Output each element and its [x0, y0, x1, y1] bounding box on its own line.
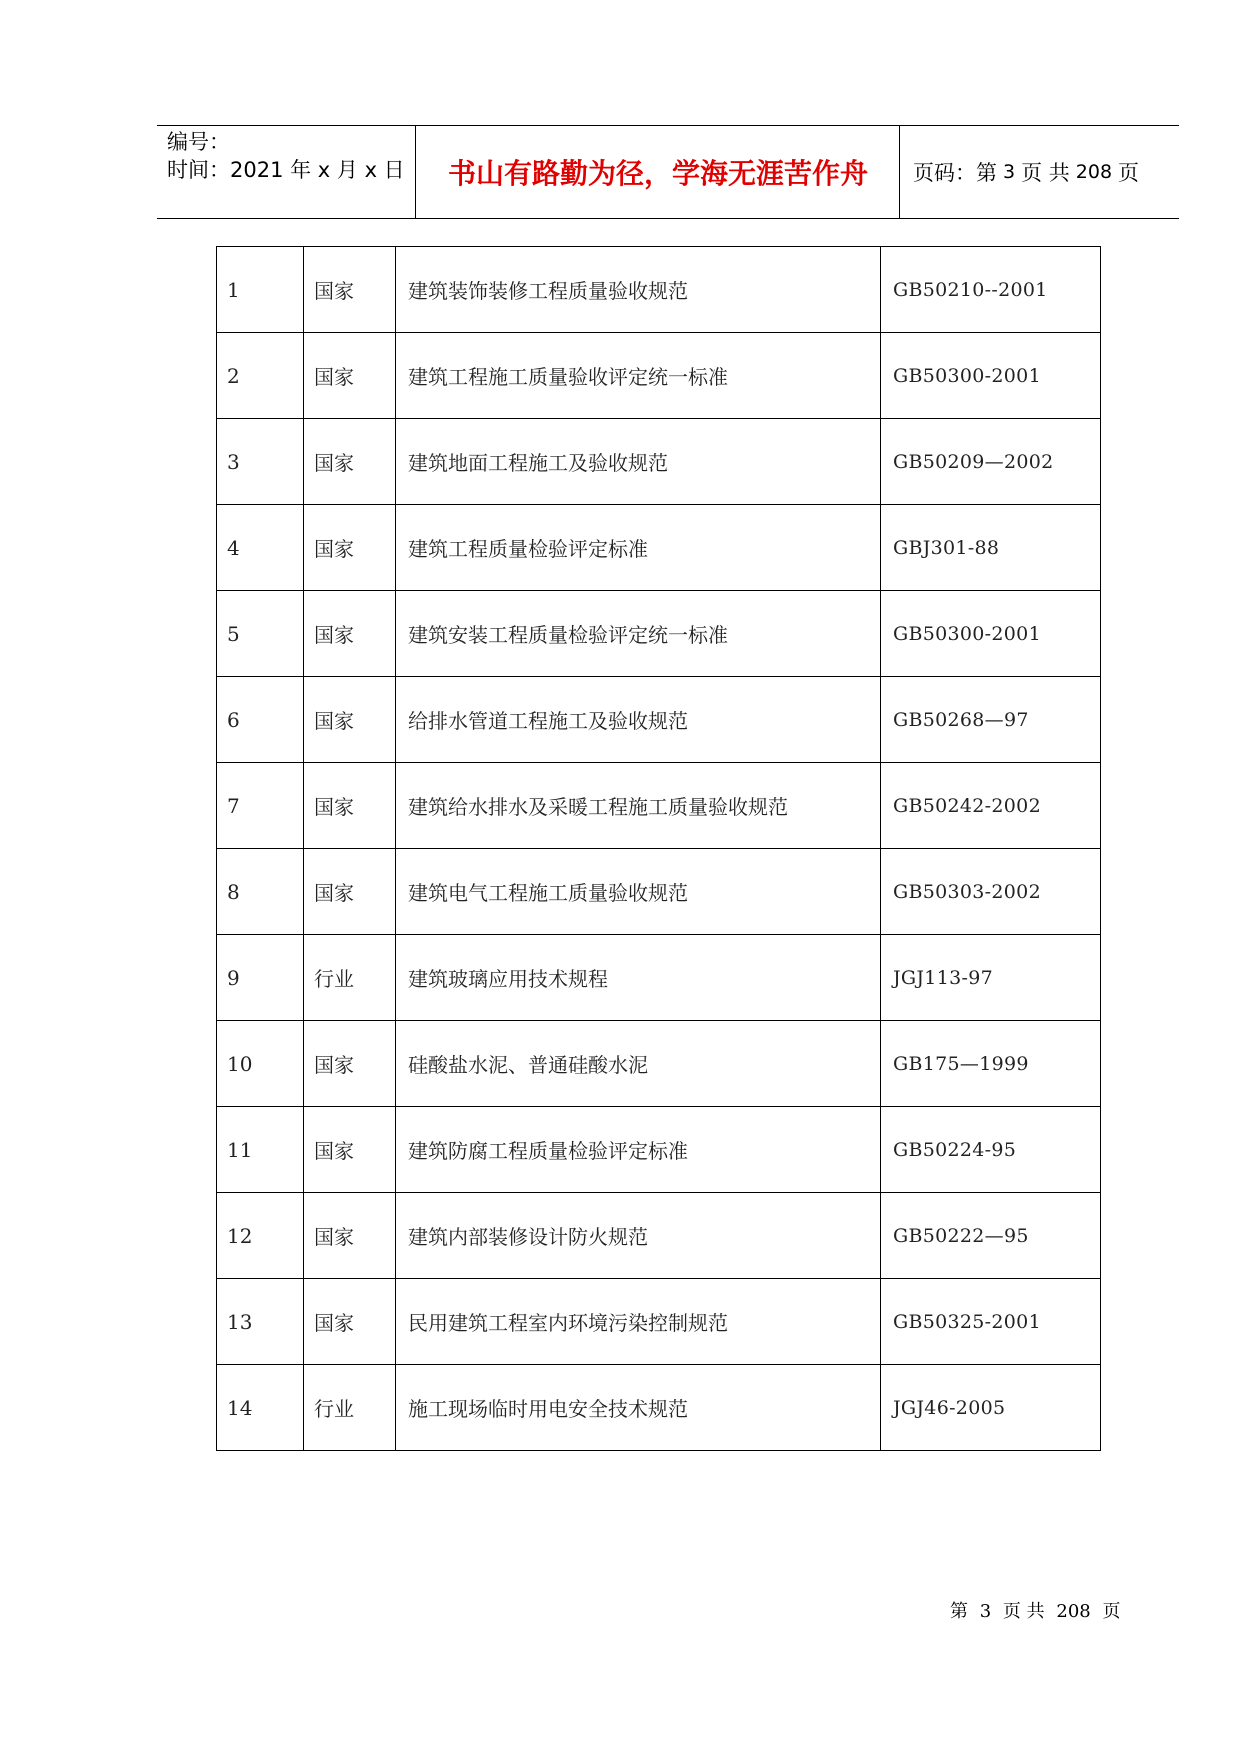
row-level: 国家: [304, 333, 396, 419]
footer-mid: 页 共: [1002, 1601, 1045, 1622]
row-level: 国家: [304, 591, 396, 677]
header-page-mid: 页 共: [1021, 161, 1070, 185]
row-number: 2: [217, 333, 304, 419]
row-standard-name: 建筑装饰装修工程质量验收规范: [396, 247, 881, 333]
row-level: 国家: [304, 247, 396, 333]
row-level: 国家: [304, 1021, 396, 1107]
table-row: [217, 763, 1101, 849]
row-level: 行业: [304, 935, 396, 1021]
table-row: [217, 247, 1101, 333]
row-standard-code: GBJ301-88: [881, 505, 1101, 591]
row-standard-name: 硅酸盐水泥、普通硅酸水泥: [396, 1021, 881, 1107]
row-level: 国家: [304, 849, 396, 935]
row-standard-name: 建筑安装工程质量检验评定统一标准: [396, 591, 881, 677]
row-level: 国家: [304, 677, 396, 763]
row-number: 13: [217, 1279, 304, 1365]
row-standard-name: 施工现场临时用电安全技术规范: [396, 1365, 881, 1451]
row-standard-name: 建筑内部装修设计防火规范: [396, 1193, 881, 1279]
row-standard-code: GB50242-2002: [881, 763, 1101, 849]
footer-prefix: 第: [950, 1601, 968, 1622]
row-level: 国家: [304, 1279, 396, 1365]
footer-current: 3: [979, 1601, 992, 1622]
row-level: 国家: [304, 419, 396, 505]
row-number: 11: [217, 1107, 304, 1193]
page-header: [157, 125, 1179, 219]
date-label: 时间：2021 年 x 月 x 日: [167, 158, 405, 182]
table-row: [217, 1021, 1101, 1107]
standards-table: [216, 246, 1101, 1451]
row-standard-code: JGJ113-97: [881, 935, 1101, 1021]
row-number: 8: [217, 849, 304, 935]
row-level: 国家: [304, 1107, 396, 1193]
row-standard-code: GB50325-2001: [881, 1279, 1101, 1365]
row-standard-code: GB175—1999: [881, 1021, 1101, 1107]
row-standard-code: GB50268—97: [881, 677, 1101, 763]
row-standard-name: 建筑电气工程施工质量验收规范: [396, 849, 881, 935]
row-number: 10: [217, 1021, 304, 1107]
table-row: [217, 1279, 1101, 1365]
header-page-total: 208: [1075, 161, 1113, 183]
table-row: [217, 935, 1101, 1021]
page-footer: [950, 1597, 1126, 1623]
row-standard-code: GB50303-2002: [881, 849, 1101, 935]
row-level: 行业: [304, 1365, 396, 1451]
table-row: [217, 333, 1101, 419]
header-page-info: [913, 126, 1173, 218]
serial-label: 编号：: [167, 130, 230, 154]
row-standard-name: 建筑工程施工质量验收评定统一标准: [396, 333, 881, 419]
row-standard-name: 建筑地面工程施工及验收规范: [396, 419, 881, 505]
row-standard-name: 建筑给水排水及采暖工程施工质量验收规范: [396, 763, 881, 849]
row-number: 9: [217, 935, 304, 1021]
footer-suffix: 页: [1102, 1601, 1121, 1622]
header-motto: 书山有路勤为径，学海无涯苦作舟: [447, 157, 868, 190]
row-level: 国家: [304, 505, 396, 591]
row-standard-code: GB50300-2001: [881, 333, 1101, 419]
row-standard-code: GB50224-95: [881, 1107, 1101, 1193]
row-standard-code: GB50209—2002: [881, 419, 1101, 505]
row-number: 3: [217, 419, 304, 505]
header-page-suffix: 页: [1118, 161, 1140, 185]
header-page-current: 3: [1003, 161, 1016, 183]
row-standard-code: GB50210--2001: [881, 247, 1101, 333]
table-row: [217, 1193, 1101, 1279]
row-number: 12: [217, 1193, 304, 1279]
row-number: 4: [217, 505, 304, 591]
row-number: 6: [217, 677, 304, 763]
table-row: [217, 591, 1101, 677]
table-row: [217, 849, 1101, 935]
row-standard-code: GB50222—95: [881, 1193, 1101, 1279]
table-row: [217, 1107, 1101, 1193]
header-divider-left: [415, 126, 416, 218]
table-row: [217, 419, 1101, 505]
row-standard-name: 建筑防腐工程质量检验评定标准: [396, 1107, 881, 1193]
header-divider-right: [899, 126, 900, 218]
row-number: 1: [217, 247, 304, 333]
row-number: 14: [217, 1365, 304, 1451]
row-number: 5: [217, 591, 304, 677]
row-level: 国家: [304, 763, 396, 849]
row-standard-name: 建筑玻璃应用技术规程: [396, 935, 881, 1021]
row-standard-name: 民用建筑工程室内环境污染控制规范: [396, 1279, 881, 1365]
table-row: [217, 1365, 1101, 1451]
row-standard-code: GB50300-2001: [881, 591, 1101, 677]
row-level: 国家: [304, 1193, 396, 1279]
header-page-prefix: 页码：第: [913, 161, 997, 185]
footer-total: 208: [1056, 1601, 1091, 1622]
row-standard-name: 建筑工程质量检验评定标准: [396, 505, 881, 591]
row-standard-name: 给排水管道工程施工及验收规范: [396, 677, 881, 763]
row-standard-code: JGJ46-2005: [881, 1365, 1101, 1451]
row-number: 7: [217, 763, 304, 849]
table-row: [217, 677, 1101, 763]
table-row: [217, 505, 1101, 591]
